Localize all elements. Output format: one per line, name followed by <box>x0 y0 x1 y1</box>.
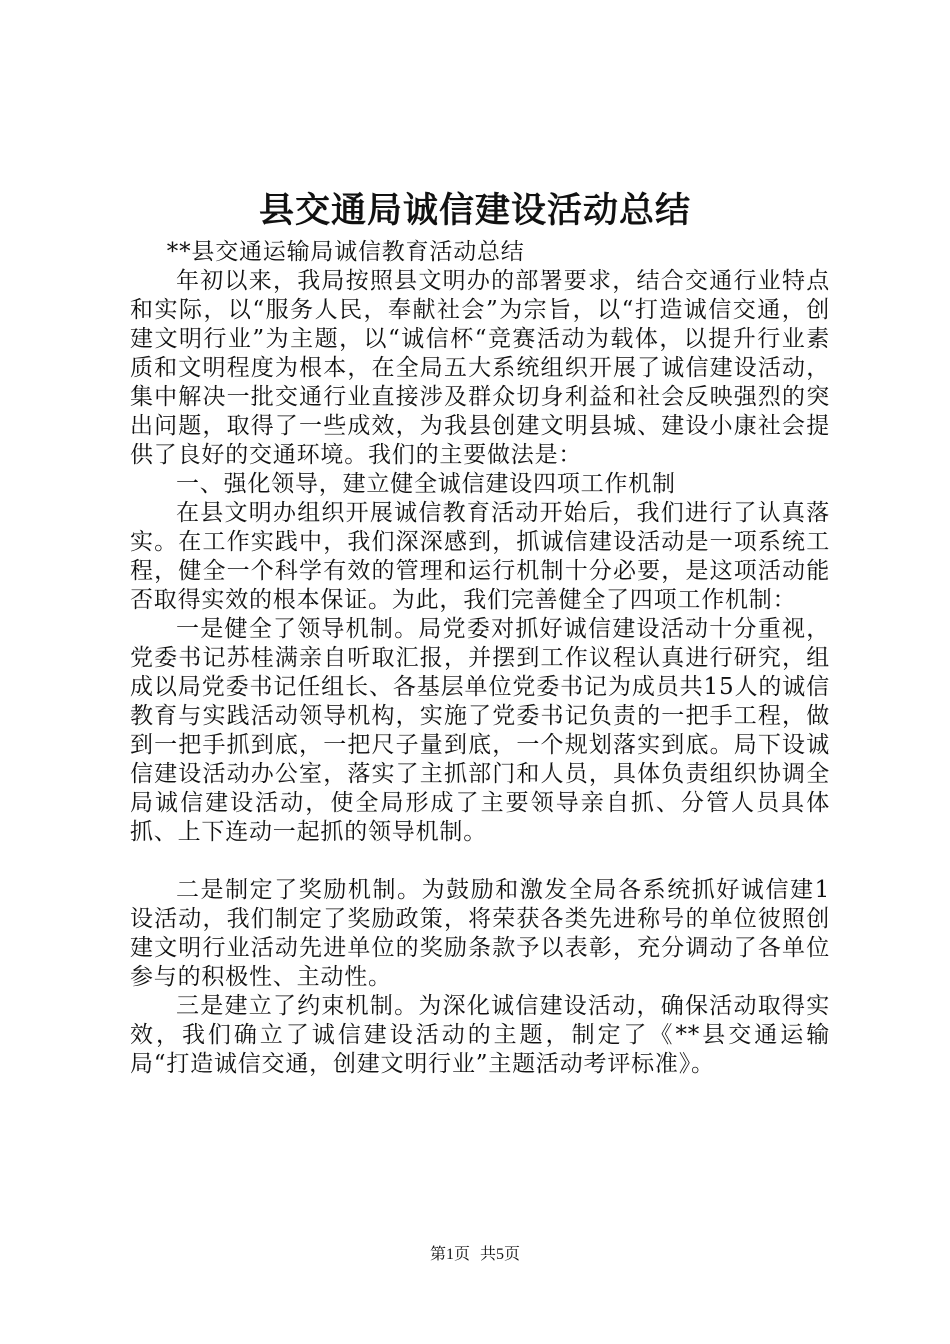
paragraph-reward: 二是制定了奖励机制。为鼓励和激发全局各系统抓好诚信建1设活动，我们制定了奖励政策，将荣获各类先进称号的单位彼照创建文明行业活动先进单位的奖励条款予以表彰，充分调动了各单位参与的积极性、主动性。 <box>130 877 830 990</box>
document-subtitle: **县交通运输局诚信教育活动总结 <box>166 239 525 265</box>
document-body <box>130 238 830 1079</box>
paragraph-mechanisms: 在县文明办组织开展诚信教育活动开始后，我们进行了认真落实。在工作实践中，我们深深感到，抓诚信建设活动是一项系统工程，健全一个科学有效的管理和运行机制十分必要，是这项活动能否取得实效的根本保证。为此，我们完善健全了四项工作机制： <box>130 500 830 613</box>
page-number: 第1页 <box>429 1246 470 1263</box>
page-total: 共5页 <box>480 1246 521 1263</box>
paragraph-leadership: 一是健全了领导机制。局党委对抓好诚信建设活动十分重视，党委书记苏桂满亲自听取汇报，并摆到工作议程认真进行研究，组成以局党委书记任组长、各基层单位党委书记为成员共15人的诚信教育与实践活动领导机构，实施了党委书记负责的一把手工程，做到一把手抓到底，一把尺子量到底，一个规划落实到底。局下设诚信建设活动办公室，落实了主抓部门和人员，具体负责组织协调全局诚信建设活动，使全局形成了主要领导亲自抓、分管人员具体抓、上下连动一起抓的领导机制。 <box>130 616 830 845</box>
paragraph-intro: 年初以来，我局按照县文明办的部署要求，结合交通行业特点和实际，以“服务人民，奉献社会”为宗旨，以“打造诚信交通，创建文明行业”为主题，以“诚信杯“竞赛活动为载体，以提升行业素质和文明程度为根本，在全局五大系统组织开展了诚信建设活动，集中解决一批交通行业直接涉及群众切身利益和社会反映强烈的突出问题，取得了一些成效，为我县创建文明县城、建设小康社会提供了良好的交通环境。我们的主要做法是： <box>130 268 830 468</box>
document-title: 县交通局诚信建设活动总结 <box>258 190 691 231</box>
section-heading: 一、强化领导，建立健全诚信建设四项工作机制 <box>176 471 676 497</box>
paragraph-constraint: 三是建立了约束机制。为深化诚信建设活动，确保活动取得实效，我们确立了诚信建设活动的主题，制定了《**县交通运输局“打造诚信交通，创建文明行业”主题活动考评标准》。 <box>130 993 830 1077</box>
page-footer <box>0 1243 950 1267</box>
